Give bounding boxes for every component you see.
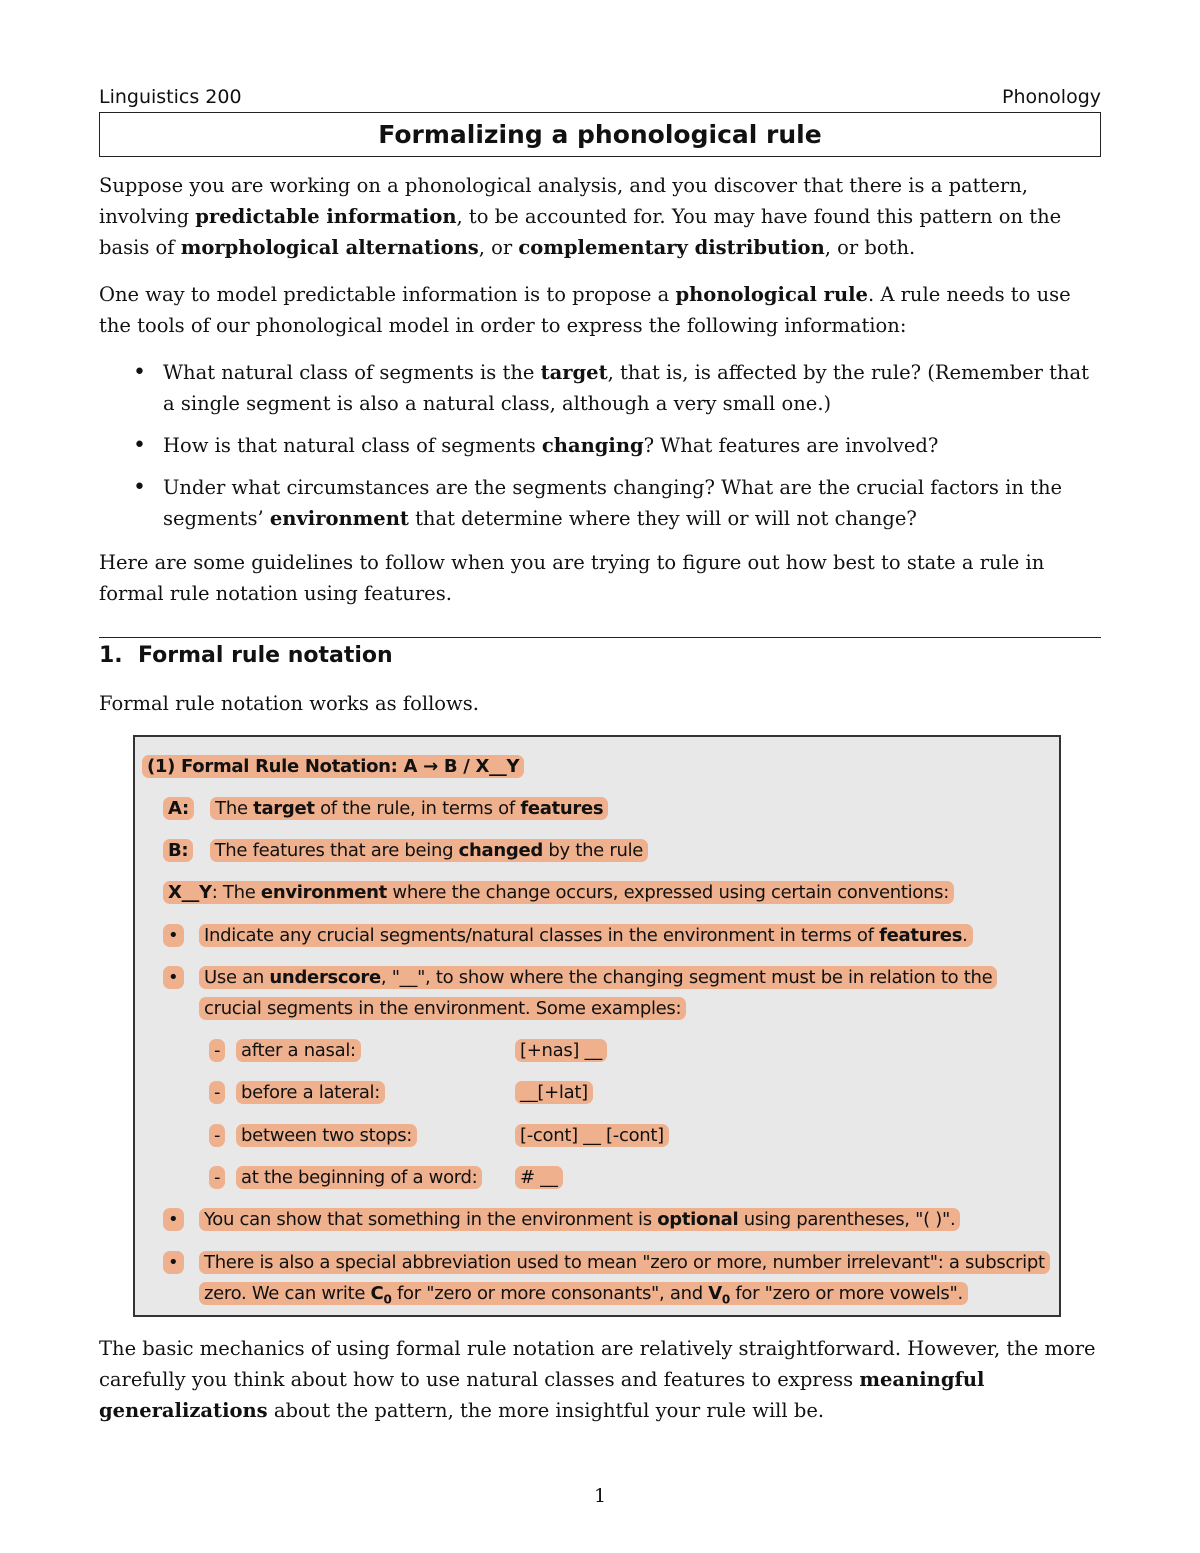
- example-row: [209, 1162, 482, 1193]
- text: One way to model predictable information is to propose a: [99, 283, 676, 306]
- bullet-glyph: •: [163, 924, 184, 947]
- term-phonological-rule: phonological rule: [675, 283, 868, 306]
- term-meaningful-generalizations: meaningful generalizations: [99, 1368, 985, 1422]
- item-text: [199, 924, 973, 947]
- item-text: There is also a special abbreviation used to mean "zero or more, number irrelevant": a subscript: [199, 1251, 1050, 1274]
- notation-text: [+nas] __: [515, 1039, 607, 1062]
- box-line-a: [163, 793, 608, 824]
- term-features: features: [879, 925, 963, 946]
- a-definition: [210, 797, 608, 820]
- example-row: [209, 1120, 417, 1151]
- item-text: [199, 1282, 968, 1305]
- text: , or both.: [824, 236, 916, 259]
- example-row: [209, 1035, 361, 1066]
- text: What natural class of segments is the: [163, 361, 541, 384]
- bullet-glyph: •: [163, 966, 184, 989]
- box-heading: [142, 751, 524, 782]
- bullet-icon: [163, 962, 184, 993]
- section-number: 1.: [99, 643, 123, 668]
- text: How is that natural class of segments: [163, 434, 542, 457]
- topic-name: Phonology: [1002, 86, 1101, 108]
- item-text: crucial segments in the environment. Some examples:: [199, 997, 686, 1020]
- page-title: Formalizing a phonological rule: [378, 120, 822, 149]
- xy-definition: [163, 881, 954, 904]
- notation-text: # __: [515, 1166, 563, 1189]
- text: for "zero or more vowels".: [729, 1283, 963, 1304]
- example-notation: [515, 1162, 563, 1193]
- section-divider: [99, 637, 1101, 638]
- text: The: [215, 798, 254, 819]
- rule-notation-box: [133, 735, 1061, 1317]
- text: using parentheses, "( )".: [738, 1209, 956, 1230]
- section-title: Formal rule notation: [138, 643, 393, 668]
- text: ? What features are involved?: [643, 434, 939, 457]
- box-item-2: [199, 962, 997, 993]
- example-row: [209, 1077, 385, 1108]
- bullet-icon: [163, 920, 184, 951]
- term-target: target: [540, 361, 608, 384]
- example-label: between two stops:: [236, 1124, 417, 1147]
- text: Suppose you are working on a phonological analysis, and you discover that there is a pattern, involving: [99, 174, 1028, 228]
- label-b: B:: [163, 839, 193, 862]
- text: zero. We can write: [204, 1283, 371, 1304]
- box-heading-text: (1) Formal Rule Notation: A → B / X__Y: [142, 755, 524, 778]
- text: You can show that something in the environment is: [204, 1209, 658, 1230]
- page-number: 1: [594, 1485, 607, 1507]
- example-notation: [515, 1035, 607, 1066]
- c-letter: C: [370, 1283, 384, 1304]
- v0-symbol: [708, 1283, 730, 1307]
- guidelines-paragraph: Here are some guidelines to follow when you are trying to figure out how best to state a rule in formal rule notation using features.: [99, 551, 1045, 605]
- v-letter: V: [708, 1283, 722, 1304]
- bullet-glyph: •: [163, 1208, 184, 1231]
- notation-text: __[+lat]: [515, 1081, 593, 1104]
- dash: -: [209, 1124, 225, 1147]
- text: of the rule, in terms of: [314, 798, 521, 819]
- term-changed: changed: [458, 840, 543, 861]
- term-complementary-distribution: complementary distribution: [518, 236, 825, 259]
- term-environment: environment: [269, 507, 409, 530]
- text: Under what circumstances are the segments changing? What are the crucial factors in the segments’: [163, 476, 1063, 530]
- text: The basic mechanics of using formal rule notation are relatively straightforward. However, the more carefully you think about how to use natural classes and features to express: [99, 1337, 1096, 1391]
- text: Indicate any crucial segments/natural classes in the environment in terms of: [204, 925, 880, 946]
- list-item: [99, 357, 1101, 419]
- page-header: [99, 86, 1101, 108]
- info-list: [99, 357, 1101, 545]
- box-item-4-cont: [199, 1278, 968, 1316]
- example-label: at the beginning of a word:: [236, 1166, 482, 1189]
- term-optional: optional: [657, 1209, 739, 1230]
- list-item: [99, 472, 1101, 534]
- box-item-3: [199, 1204, 960, 1235]
- text: for "zero or more consonants", and: [391, 1283, 709, 1304]
- bullet-icon: [163, 1247, 184, 1278]
- section-intro: Formal rule notation works as follows.: [99, 692, 479, 715]
- section-heading: [99, 643, 393, 668]
- term-predictable-information: predictable information: [195, 205, 457, 228]
- dash: -: [209, 1081, 225, 1104]
- text: .: [962, 925, 968, 946]
- example-label: after a nasal:: [236, 1039, 361, 1062]
- text: that determine where they will or will not change?: [408, 507, 917, 530]
- text: , or: [478, 236, 519, 259]
- title-box: [99, 112, 1101, 157]
- example-notation: [515, 1077, 593, 1108]
- bullet-glyph: •: [163, 1251, 184, 1274]
- item-text: [199, 966, 997, 989]
- text: . A rule needs to use the tools of our phonological model in order to express the following information:: [99, 283, 1071, 337]
- term-changing: changing: [541, 434, 644, 457]
- box-line-b: [163, 835, 648, 866]
- term-environment: environment: [260, 882, 387, 903]
- text: Use an: [204, 967, 270, 988]
- subscript-zero: 0: [721, 1292, 730, 1307]
- text: : The: [211, 882, 261, 903]
- term-underscore: underscore: [269, 967, 381, 988]
- box-item-4: [199, 1247, 1050, 1278]
- course-name: Linguistics 200: [99, 86, 242, 108]
- dash: -: [209, 1039, 225, 1062]
- subscript-zero: 0: [383, 1292, 392, 1307]
- notation-text: [-cont] __ [-cont]: [515, 1124, 669, 1147]
- label-xy: X__Y: [168, 882, 212, 903]
- text: , "__", to show where the changing segment must be in relation to the: [380, 967, 993, 988]
- intro-paragraph-1: [99, 170, 1101, 263]
- example-label: before a lateral:: [236, 1081, 385, 1104]
- c0-symbol: [370, 1283, 392, 1307]
- term-target: target: [253, 798, 315, 819]
- dash: -: [209, 1166, 225, 1189]
- intro-paragraph-2: [99, 279, 1101, 341]
- text: where the change occurs, expressed using certain conventions:: [386, 882, 949, 903]
- text: by the rule: [542, 840, 644, 861]
- closing-paragraph: [99, 1333, 1101, 1426]
- box-item-2-cont: [199, 993, 686, 1024]
- item-text: [199, 1208, 960, 1231]
- text: , that is, is affected by the rule? (Remember that a single segment is also a natural class, although a very small one.): [163, 361, 1090, 415]
- text: about the pattern, the more insightful your rule will be.: [267, 1399, 825, 1422]
- text: The features that are being: [214, 840, 459, 861]
- b-definition: [210, 839, 648, 862]
- box-line-xy: [163, 877, 954, 908]
- text: , to be accounted for. You may have found this pattern on the basis of: [99, 205, 1062, 259]
- list-item: [99, 430, 1101, 461]
- term-features: features: [520, 798, 604, 819]
- label-a: A:: [163, 797, 194, 820]
- term-morphological-alternations: morphological alternations: [180, 236, 479, 259]
- example-notation: [515, 1120, 669, 1151]
- box-item-1: [199, 920, 973, 951]
- bullet-icon: [163, 1204, 184, 1235]
